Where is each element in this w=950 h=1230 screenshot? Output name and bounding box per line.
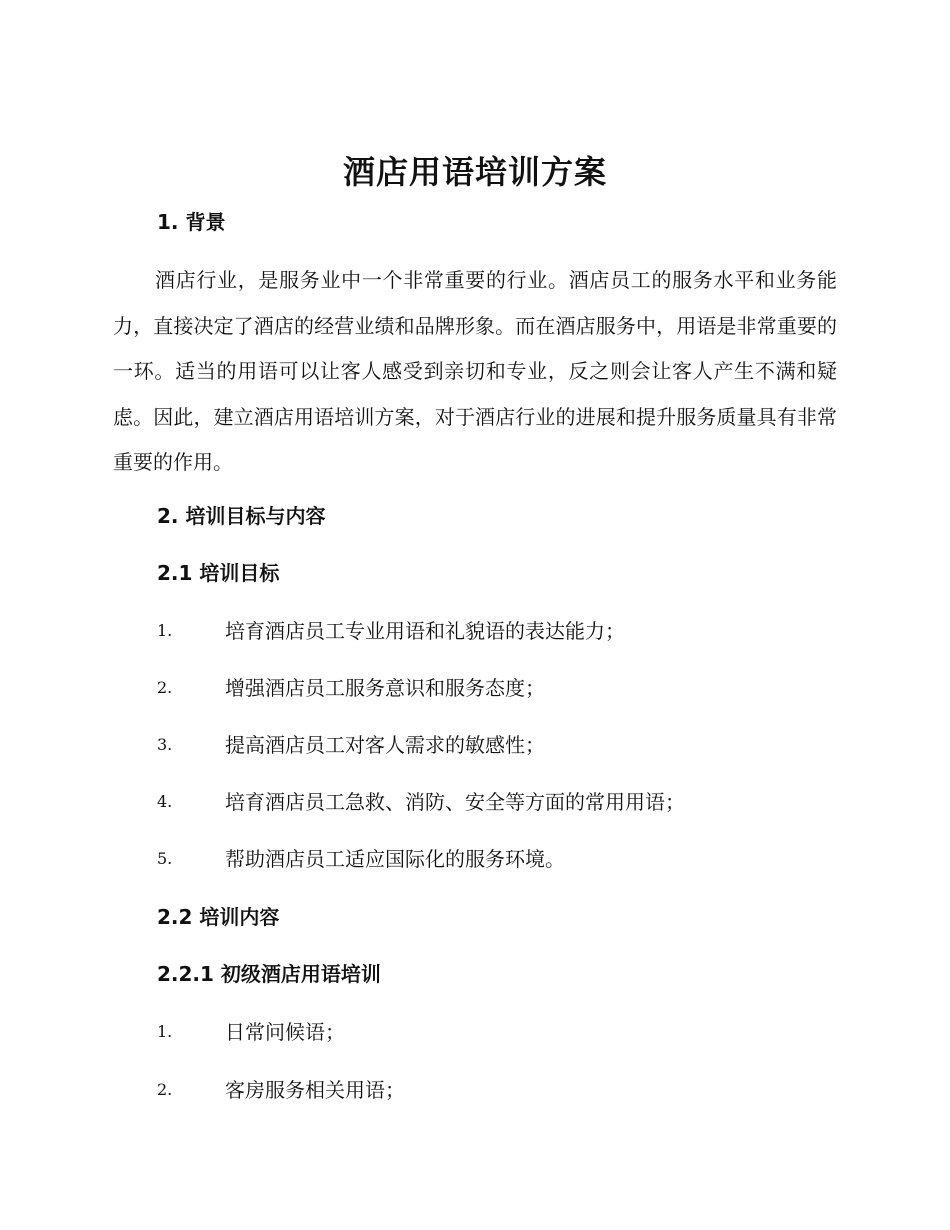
background-paragraph: 酒店行业，是服务业中一个非常重要的行业。酒店员工的服务水平和业务能力，直接决定了酒店的经营业绩和品牌形象。而在酒店服务中，用语是非常重要的一环。适当的用语可以让客人感受到亲切和专业，反之则会让客人产生不满和疑虑。因此，建立酒店用语培训方案，对于酒店行业的进展和提升服务质量具有非常重要的作用。 [113, 268, 837, 475]
document-title: 酒店用语培训方案 [342, 153, 607, 191]
list-number: 2. [157, 678, 173, 697]
section-heading-goals-content: 2. 培训目标与内容 [157, 504, 326, 528]
subsection-heading-basic-training: 2.2.1 初级酒店用语培训 [157, 962, 381, 986]
list-number: 4. [157, 792, 173, 811]
list-number: 5. [157, 849, 173, 868]
list-number: 1. [157, 621, 173, 640]
list-text: 培育酒店员工急救、消防、安全等方面的常用用语； [225, 790, 685, 814]
subsection-heading-goals: 2.1 培训目标 [157, 561, 280, 585]
list-text: 日常问候语； [225, 1020, 345, 1044]
list-text: 客房服务相关用语； [225, 1078, 405, 1102]
list-text: 帮助酒店员工适应国际化的服务环境。 [225, 847, 565, 871]
subsection-heading-content: 2.2 培训内容 [157, 905, 280, 929]
list-number: 2. [157, 1080, 173, 1099]
section-heading-background: 1. 背景 [157, 210, 226, 234]
list-text: 培育酒店员工专业用语和礼貌语的表达能力； [225, 619, 625, 643]
list-text: 增强酒店员工服务意识和服务态度； [225, 676, 545, 700]
list-number: 3. [157, 735, 173, 754]
list-text: 提高酒店员工对客人需求的敏感性； [225, 733, 545, 757]
list-number: 1. [157, 1022, 173, 1041]
